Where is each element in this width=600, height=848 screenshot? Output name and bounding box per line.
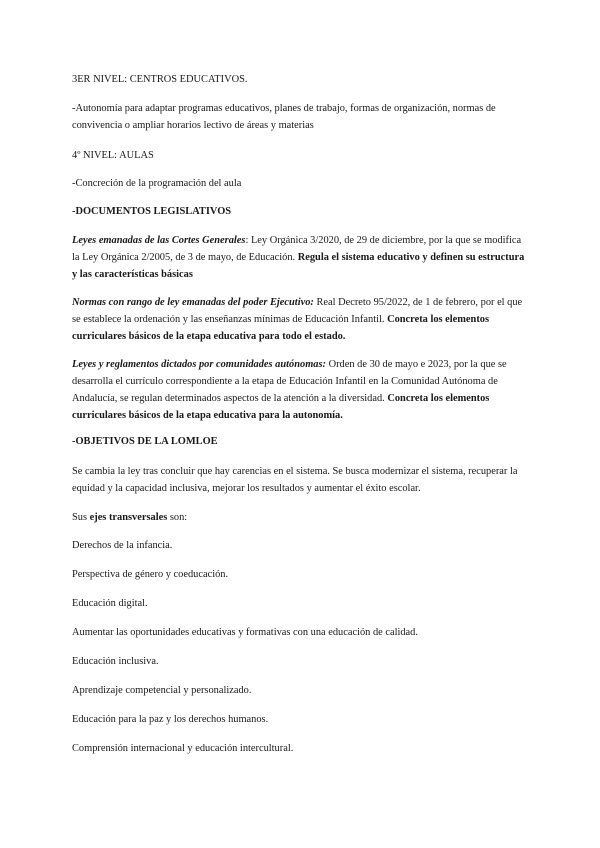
legislative-entry: [72, 232, 530, 283]
legislative-entry: [72, 356, 530, 424]
level3-title: 3ER NIVEL: CENTROS EDUCATIVOS.: [72, 74, 248, 85]
entry-label: Normas con rango de ley emanadas del poder Ejecutivo:: [72, 297, 314, 308]
level3-text: -Autonomía para adaptar programas educativos, planes de trabajo, formas de organización, normas de convivencia o ampliar horarios lectivo de áreas y materias: [72, 103, 496, 131]
level4-text: -Concreción de la programación del aula: [72, 178, 242, 189]
entry-emphasis: Concreta los elementos curriculares básicos de la etapa educativa para la autonomía.: [72, 393, 490, 421]
axes-intro: [72, 509, 530, 526]
entry-text: : Ley Orgánica 3/2020, de 29 de diciembre, por la que se modifica la Ley Orgánica 2/2005, de 3 de mayo, de Educación.: [72, 235, 522, 263]
entry-text: Real Decreto 95/2022, de 1 de febrero, por el que se establece la ordenación y las enseñanzas mínimas de Educación Infantil.: [72, 297, 523, 325]
entry-label: Leyes emanadas de las Cortes Generales: [72, 235, 246, 246]
axis-item: Aprendizaje competencial y personalizado.: [72, 685, 252, 696]
entry-label: Leyes y reglamentos dictados por comunidades autónomas:: [72, 359, 326, 370]
entry-emphasis: Concreta los elementos curriculares básicos de la etapa educativa para todo el estado.: [72, 314, 490, 342]
lomloe-intro: Se cambia la ley tras concluir que hay carencias en el sistema. Se busca modernizar el sistema, recuperar la equidad y la capacidad inclusiva, mejorar los resultados y aumentar el éxito escolar.: [72, 466, 518, 494]
axis-item: Aumentar las oportunidades educativas y formativas con una educación de calidad.: [72, 627, 418, 638]
axes-bold: ejes transversales: [89, 512, 168, 523]
entry-emphasis: Regula el sistema educativo y definen su estructura y las características básicas: [72, 252, 525, 280]
axis-item: Perspectiva de género y coeducación.: [72, 569, 229, 580]
lomloe-heading: -OBJETIVOS DE LA LOMLOE: [72, 436, 218, 447]
entry-text: Orden de 30 de mayo e 2023, por la que se desarrolla el currículo correspondiente a la etapa de Educación Infantil en la Comunidad Autónoma de Andalucía, se regulan determinados aspectos de la atención a la diversidad.: [72, 359, 507, 404]
axis-item: Educación digital.: [72, 598, 148, 609]
axis-item: Comprensión internacional y educación intercultural.: [72, 743, 294, 754]
legislative-heading: -DOCUMENTOS LEGISLATIVOS: [72, 206, 232, 217]
axes-prefix: Sus: [72, 512, 90, 523]
axes-suffix: son:: [167, 512, 188, 523]
axis-item: Educación para la paz y los derechos humanos.: [72, 714, 269, 725]
axis-item: Educación inclusiva.: [72, 656, 159, 667]
level4-title: 4º NIVEL: AULAS: [72, 150, 154, 161]
legislative-entry: [72, 294, 530, 345]
axis-item: Derechos de la infancia.: [72, 540, 173, 551]
